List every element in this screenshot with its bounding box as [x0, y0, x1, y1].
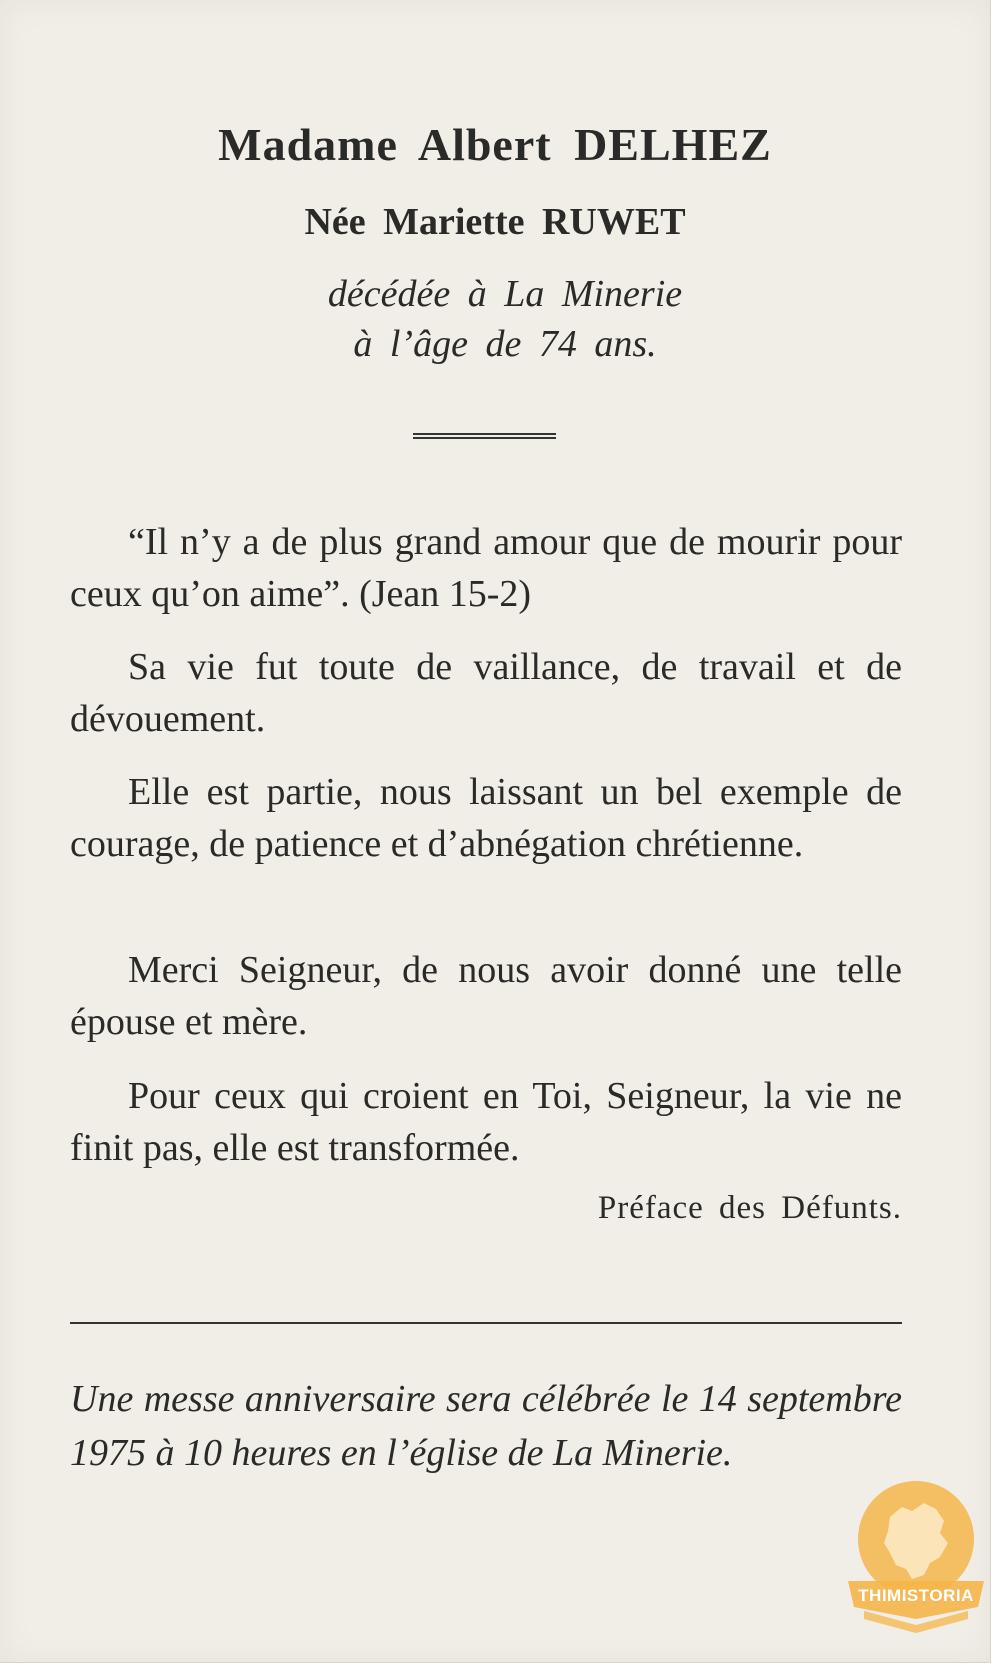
- age-at-death: à l’âge de 74 ans.: [353, 323, 657, 365]
- quote-paragraph: “Il n’y a de plus grand amour que de mourir pour ceux qu’on aime”. (Jean 15-2): [70, 521, 902, 615]
- place-of-death: décédée à La Minerie: [327, 273, 683, 315]
- divider-line: [70, 1322, 902, 1324]
- deceased-name: Madame Albert DELHEZ: [218, 119, 772, 170]
- logo-label: THIMISTORIA: [858, 1586, 974, 1605]
- double-divider: [413, 433, 556, 439]
- region-map-icon: [840, 1477, 992, 1647]
- preface-paragraph: Pour ceux qui croient en Toi, Seigneur, la vie ne finit pas, elle est transformée.: [70, 1075, 902, 1169]
- preface-attribution: Préface des Défunts.: [597, 1190, 902, 1226]
- maiden-name: Née Mariette RUWET: [304, 201, 686, 243]
- thimistoria-logo: [840, 1477, 992, 1647]
- example-paragraph: Elle est partie, nous laissant un bel exemple de courage, de patience et d’abnégation chrétienne.: [70, 771, 902, 865]
- life-paragraph: Sa vie fut toute de vaillance, de travail et de dévouement.: [70, 646, 902, 740]
- mass-notice: Une messe anniversaire sera célébrée le 14 septembre 1975 à 10 heures en l’église de La Minerie.: [70, 1378, 902, 1474]
- thanks-paragraph: Merci Seigneur, de nous avoir donné une telle épouse et mère.: [70, 949, 902, 1043]
